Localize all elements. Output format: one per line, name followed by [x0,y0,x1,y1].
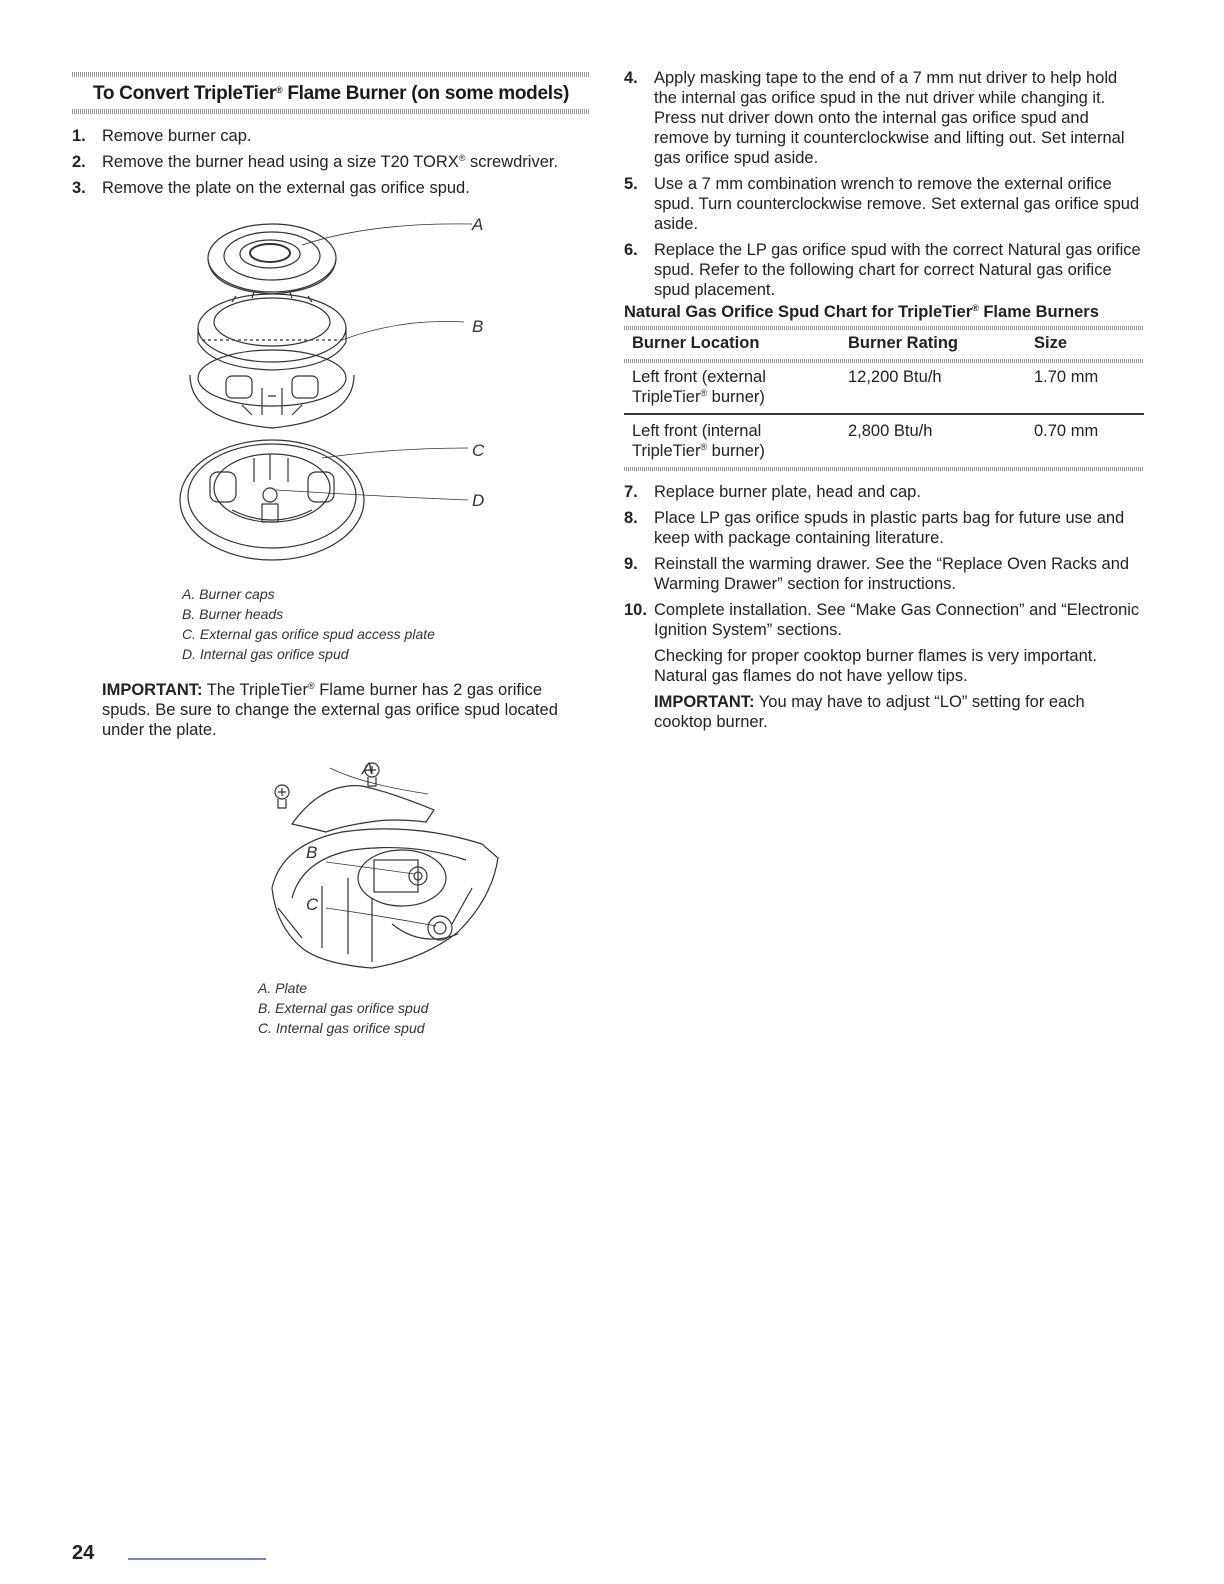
figure2-legend [258,978,428,1038]
callout-c: C [306,895,319,914]
list-item: 4. Apply masking tape to the end of a 7 mm nut driver to help hold the internal gas orifice spud in the nut driver while changing it. Press nut driver down onto the internal gas orifice spud and remove by turning it counterclockwise and lifting out. Set internal gas orifice spud aside. [624,69,1125,167]
orifice-plate-illustration [222,748,522,978]
table-cell: Left front (external TripleTier® burner) [632,368,766,406]
right-step-list-a [624,68,1144,306]
legend-item: C. External gas orifice spud access plate [182,626,435,642]
table-cell: 12,200 Btu/h [848,368,942,386]
table-cell: 2,800 Btu/h [840,414,1026,467]
list-item: 3. Remove the plate on the external gas orifice spud. [72,179,470,197]
section-header [72,72,590,114]
important-note-2: IMPORTANT: You may have to adjust “LO” setting for each cooktop burner. [654,693,1085,731]
list-item: 10. Complete installation. See “Make Gas Connection” and “Electronic Ignition System” sections. Checking for proper cooktop burner flames is very important. Natural gas flames do not have yellow tips. IMPORTANT: You may have to adjust “LO” setting for each cooktop burner. [624,600,1144,732]
column-header: Size [1034,334,1068,352]
callout-a: A [362,759,374,778]
chart-title: Natural Gas Orifice Spud Chart for TripleTier® Flame Burners [624,303,1099,321]
list-item: 9. Reinstall the warming drawer. See the “Replace Oven Racks and Warming Drawer” section for instructions. [624,555,1130,593]
list-item: 5. Use a 7 mm combination wrench to remove the external orifice spud. Turn counterclockwise remove. Set external gas orifice spud aside. [624,175,1140,233]
legend-item: B. External gas orifice spud [258,1000,429,1016]
list-item: 6. Replace the LP gas orifice spud with the correct Natural gas orifice spud. Refer to the following chart for correct Natural gas orifice spud placement. [624,241,1141,299]
legend-item: B. Burner heads [182,606,284,622]
callout-c: C [472,441,485,460]
footer-rule [128,1558,266,1560]
list-item: 8. Place LP gas orifice spuds in plastic parts bag for future use and keep with package containing literature. [624,509,1125,547]
orifice-spud-chart [624,325,1144,471]
list-item: 2. Remove the burner head using a size T20 TORX® screwdriver. [72,153,559,171]
hatch-rule-top [72,72,590,77]
section-title: To Convert TripleTier® Flame Burner (on some models) [92,83,569,104]
callout-a: A [472,215,484,234]
page-number: 24 [72,1542,95,1564]
callout-b: B [306,843,318,862]
right-step-list-b [624,482,1144,738]
important-note-1: IMPORTANT: The TripleTier® Flame burner has 2 gas orifice spuds. Be sure to change the external gas orifice spud located under the plate. [102,681,558,739]
table-row [624,414,1144,467]
legend-item: C. Internal gas orifice spud [258,1020,425,1036]
hatch-rule [624,467,1144,471]
table-cell: 1.70 mm [1034,368,1099,386]
legend-item: A. Plate [258,980,308,996]
flame-note: Checking for proper cooktop burner flames is very important. Natural gas flames do not have yellow tips. [654,647,1097,685]
legend-item: D. Internal gas orifice spud [182,646,349,662]
table-row [624,363,1144,414]
callout-d: D [472,491,485,510]
figure1-legend [182,584,435,664]
table-header-row [624,325,1144,359]
list-item: 1. Remove burner cap. [72,127,252,145]
callout-b: B [472,317,484,336]
table-cell: Left front (internal TripleTier® burner) [624,414,840,467]
column-header: Burner Location [632,334,760,352]
burner-exploded-illustration [172,210,532,585]
hatch-rule-bottom [72,109,590,114]
table-cell: 0.70 mm [1026,414,1144,467]
legend-item: A. Burner caps [182,586,275,602]
column-header: Burner Rating [848,334,959,352]
list-item: 7. Replace burner plate, head and cap. [624,483,921,501]
left-step-list [72,126,590,204]
